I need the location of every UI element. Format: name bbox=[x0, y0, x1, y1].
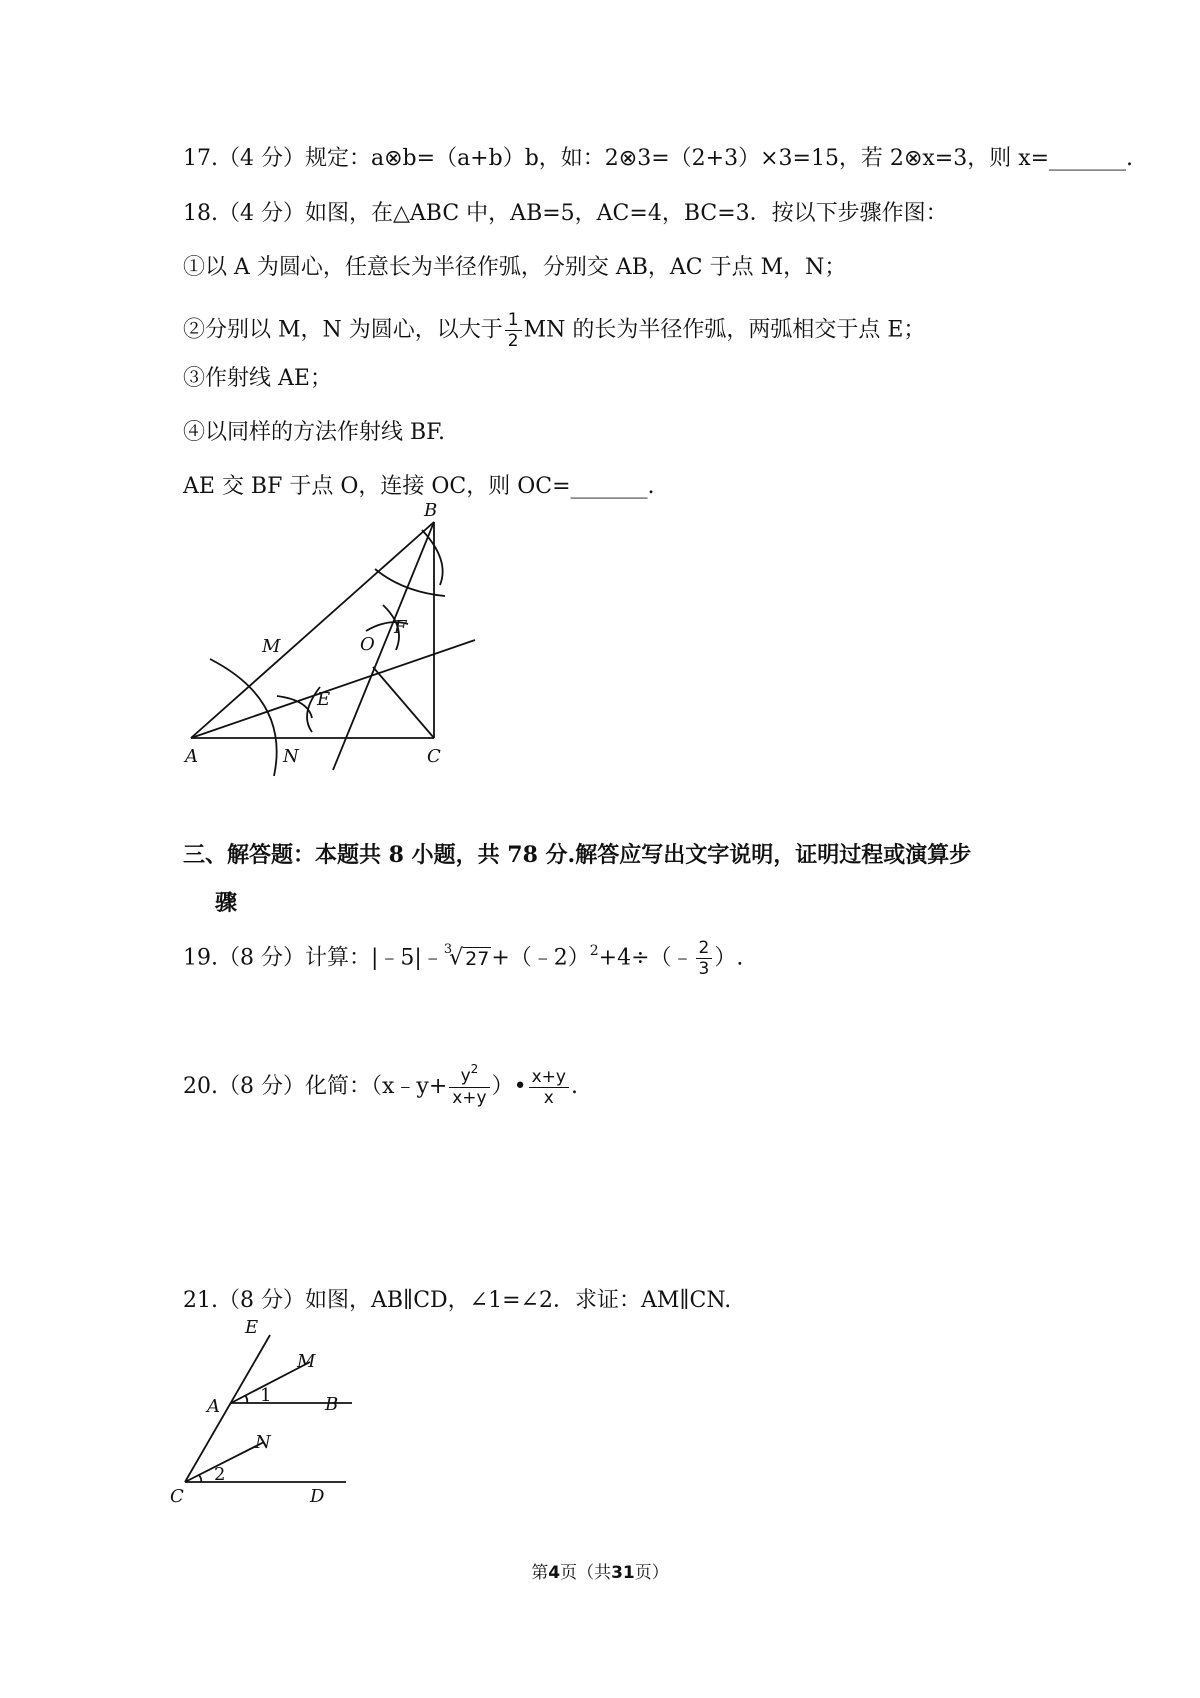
label-c: C bbox=[170, 1486, 184, 1505]
fraction-y2-over-xy bbox=[449, 1062, 489, 1108]
question-18-step-4: ④以同样的方法作射线 BF. bbox=[183, 420, 445, 445]
ray-bf bbox=[333, 522, 434, 770]
label-o: O bbox=[360, 634, 375, 655]
total-pages: 31 bbox=[611, 1563, 635, 1583]
q20-text-c: . bbox=[570, 1074, 578, 1099]
footer-text-a: 第 bbox=[531, 1563, 549, 1583]
cube-root-index: 3 bbox=[443, 941, 453, 957]
question-19 bbox=[183, 938, 743, 979]
angle-2-arc bbox=[199, 1475, 201, 1482]
fraction-numerator: x+y bbox=[529, 1067, 569, 1088]
fraction-numerator: 1 bbox=[505, 310, 522, 331]
label-m: M bbox=[297, 1351, 316, 1372]
fraction-denominator: x+y bbox=[452, 1088, 487, 1108]
label-a: A bbox=[207, 1396, 220, 1417]
fraction-numerator: 2 bbox=[696, 938, 713, 959]
section-3-heading-cont: 骤 bbox=[215, 890, 238, 916]
fraction-numerator bbox=[449, 1062, 489, 1088]
footer-text-b: 页（共 bbox=[560, 1563, 612, 1583]
q19-text-a: 19.（8 分）计算：|﹣5|﹣ bbox=[183, 945, 444, 971]
radicand: 27 bbox=[465, 947, 490, 970]
exponent: 2 bbox=[470, 1062, 479, 1076]
label-n: N bbox=[283, 746, 299, 767]
label-b: B bbox=[424, 500, 438, 521]
angle-1-arc bbox=[245, 1395, 247, 1403]
fraction-denominator: 3 bbox=[698, 959, 710, 979]
arc-mn bbox=[210, 659, 277, 776]
label-n: N bbox=[255, 1432, 271, 1453]
segment-oc bbox=[373, 667, 434, 738]
ray-ae bbox=[191, 640, 475, 738]
label-c: C bbox=[427, 746, 441, 767]
label-d: D bbox=[310, 1486, 325, 1505]
label-m: M bbox=[262, 636, 281, 657]
q17-text-4: x=3，则 x=_______. bbox=[922, 146, 1134, 171]
label-e: E bbox=[317, 689, 331, 710]
q20-text-a: 20.（8 分）化简：（x﹣y+ bbox=[183, 1074, 448, 1099]
q20-text-b: ）• bbox=[491, 1074, 527, 1099]
question-18-step-2 bbox=[183, 310, 925, 351]
question-17 bbox=[183, 144, 1133, 174]
label-a: A bbox=[185, 746, 198, 767]
q18-step2-text-b: MN 的长为半径作弧，两弧相交于点 E； bbox=[523, 317, 926, 343]
numerator-y: y bbox=[460, 1066, 471, 1086]
fraction-two-thirds bbox=[696, 938, 713, 979]
question-18-line-1: 18.（4 分）如图，在△ABC 中，AB=5，AC=4，BC=3．按以下步骤作图： bbox=[183, 201, 948, 226]
q17-text-1: 17.（4 分）规定：a bbox=[183, 146, 385, 171]
radical-sign: √ bbox=[449, 945, 464, 971]
label-e: E bbox=[245, 1317, 259, 1338]
label-f: F bbox=[394, 617, 407, 638]
page-footer bbox=[0, 1558, 1200, 1583]
question-21: 21.（8 分）如图，AB∥CD，∠1=∠2．求证：AM∥CN. bbox=[183, 1288, 732, 1313]
q17-text-3: 3=（2+3）×3=15，若 2 bbox=[637, 146, 904, 171]
fraction-denominator: 2 bbox=[507, 331, 519, 351]
footer-text-c: 页） bbox=[634, 1563, 669, 1583]
arc-large-bc bbox=[422, 530, 443, 585]
question-18-conclusion: AE 交 BF 于点 O，连接 OC，则 OC=_______. bbox=[183, 474, 655, 499]
exponent: 2 bbox=[589, 942, 599, 959]
question-18-step-1: ①以 A 为圆心，任意长为半径作弧，分别交 AB，AC 于点 M，N； bbox=[183, 255, 847, 280]
fraction-half bbox=[505, 310, 522, 351]
q19-text-d: ）. bbox=[714, 945, 744, 971]
label-1: 1 bbox=[260, 1385, 272, 1406]
question-20 bbox=[183, 1062, 578, 1108]
q17-text-2: b=（a+b）b，如：2 bbox=[402, 146, 619, 171]
otimes-symbol: ⊗ bbox=[618, 146, 638, 171]
fraction-denominator: x bbox=[543, 1087, 554, 1108]
question-18-step-3: ③作射线 AE； bbox=[183, 366, 332, 391]
fraction-xy-over-x bbox=[529, 1067, 569, 1108]
current-page-number: 4 bbox=[548, 1563, 561, 1583]
section-3-heading: 三、解答题：本题共 8 小题，共 78 分.解答应写出文字说明，证明过程或演算步 bbox=[183, 842, 972, 868]
label-2: 2 bbox=[214, 1464, 226, 1485]
otimes-symbol: ⊗ bbox=[384, 146, 403, 171]
triangle-construction-figure bbox=[170, 500, 490, 780]
q19-text-c: +4÷（﹣ bbox=[598, 945, 694, 971]
label-b: B bbox=[325, 1394, 339, 1415]
q18-step2-text-a: ②分别以 M，N 为圆心，以大于 bbox=[183, 317, 503, 343]
parallel-lines-figure bbox=[170, 1315, 370, 1505]
q19-text-b: +（﹣2） bbox=[491, 945, 590, 971]
otimes-symbol: ⊗ bbox=[903, 146, 923, 171]
